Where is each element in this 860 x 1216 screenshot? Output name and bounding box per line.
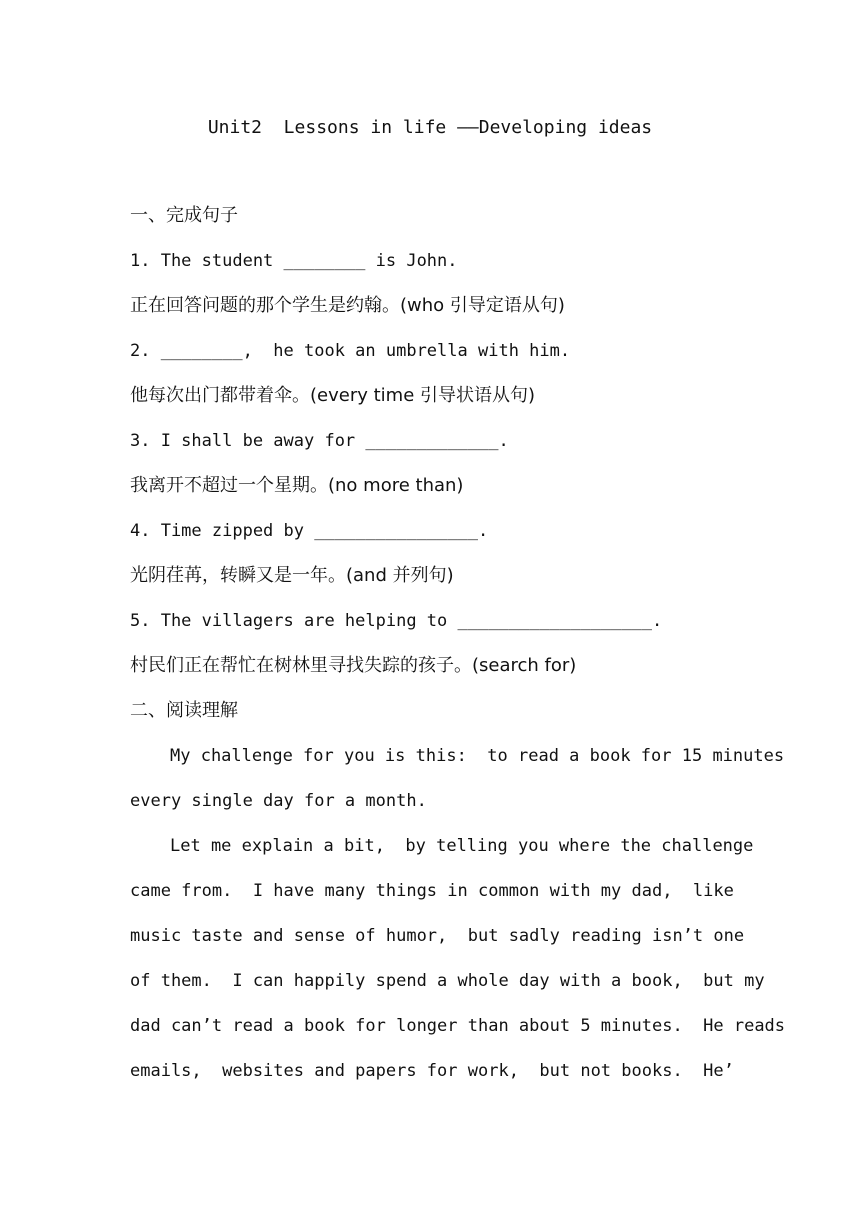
document-title: Unit2 Lessons in life ——Developing ideas <box>207 117 653 138</box>
section-heading-complete-sentences: 一、完成句子 <box>130 205 238 226</box>
reading-paragraph-2-line: of them. I can happily spend a whole day with a book, but my <box>130 971 765 991</box>
reading-paragraph-2-line: music taste and sense of humor, but sadly reading isn’t one <box>130 926 745 946</box>
reading-paragraph-2-line: emails, websites and papers for work, but not books. He’ <box>130 1061 734 1081</box>
reading-paragraph-2-line: came from. I have many things in common with my dad, like <box>130 881 734 901</box>
reading-paragraph-1-line: My challenge for you is this: to read a book for 15 minutes <box>170 746 785 766</box>
document-body <box>130 201 786 1101</box>
exercise-2-english: 2. ________, he took an umbrella with him. <box>130 341 571 361</box>
exercise-1-chinese: 正在回答问题的那个学生是约翰。(who 引导定语从句) <box>130 295 565 316</box>
section-heading-reading: 二、阅读理解 <box>130 700 238 721</box>
exercise-3-english: 3. I shall be away for _____________. <box>130 431 509 451</box>
exercise-5-chinese: 村民们正在帮忙在树林里寻找失踪的孩子。(search for) <box>130 655 577 676</box>
exercise-4-english: 4. Time zipped by ________________. <box>130 521 489 541</box>
exercise-3-chinese: 我离开不超过一个星期。(no more than) <box>130 475 464 496</box>
exercise-5-english: 5. The villagers are helping to ___________________. <box>130 611 663 631</box>
exercise-2-chinese: 他每次出门都带着伞。(every time 引导状语从句) <box>130 385 536 406</box>
reading-paragraph-1-line: every single day for a month. <box>130 791 427 811</box>
reading-paragraph-2-line: dad can’t read a book for longer than about 5 minutes. He reads <box>130 1016 786 1036</box>
reading-paragraph-2-line: Let me explain a bit, by telling you where the challenge <box>170 836 754 856</box>
exercise-4-chinese: 光阴荏苒，转瞬又是一年。(and 并列句) <box>130 565 454 586</box>
exercise-1-english: 1. The student ________ is John. <box>130 251 458 271</box>
